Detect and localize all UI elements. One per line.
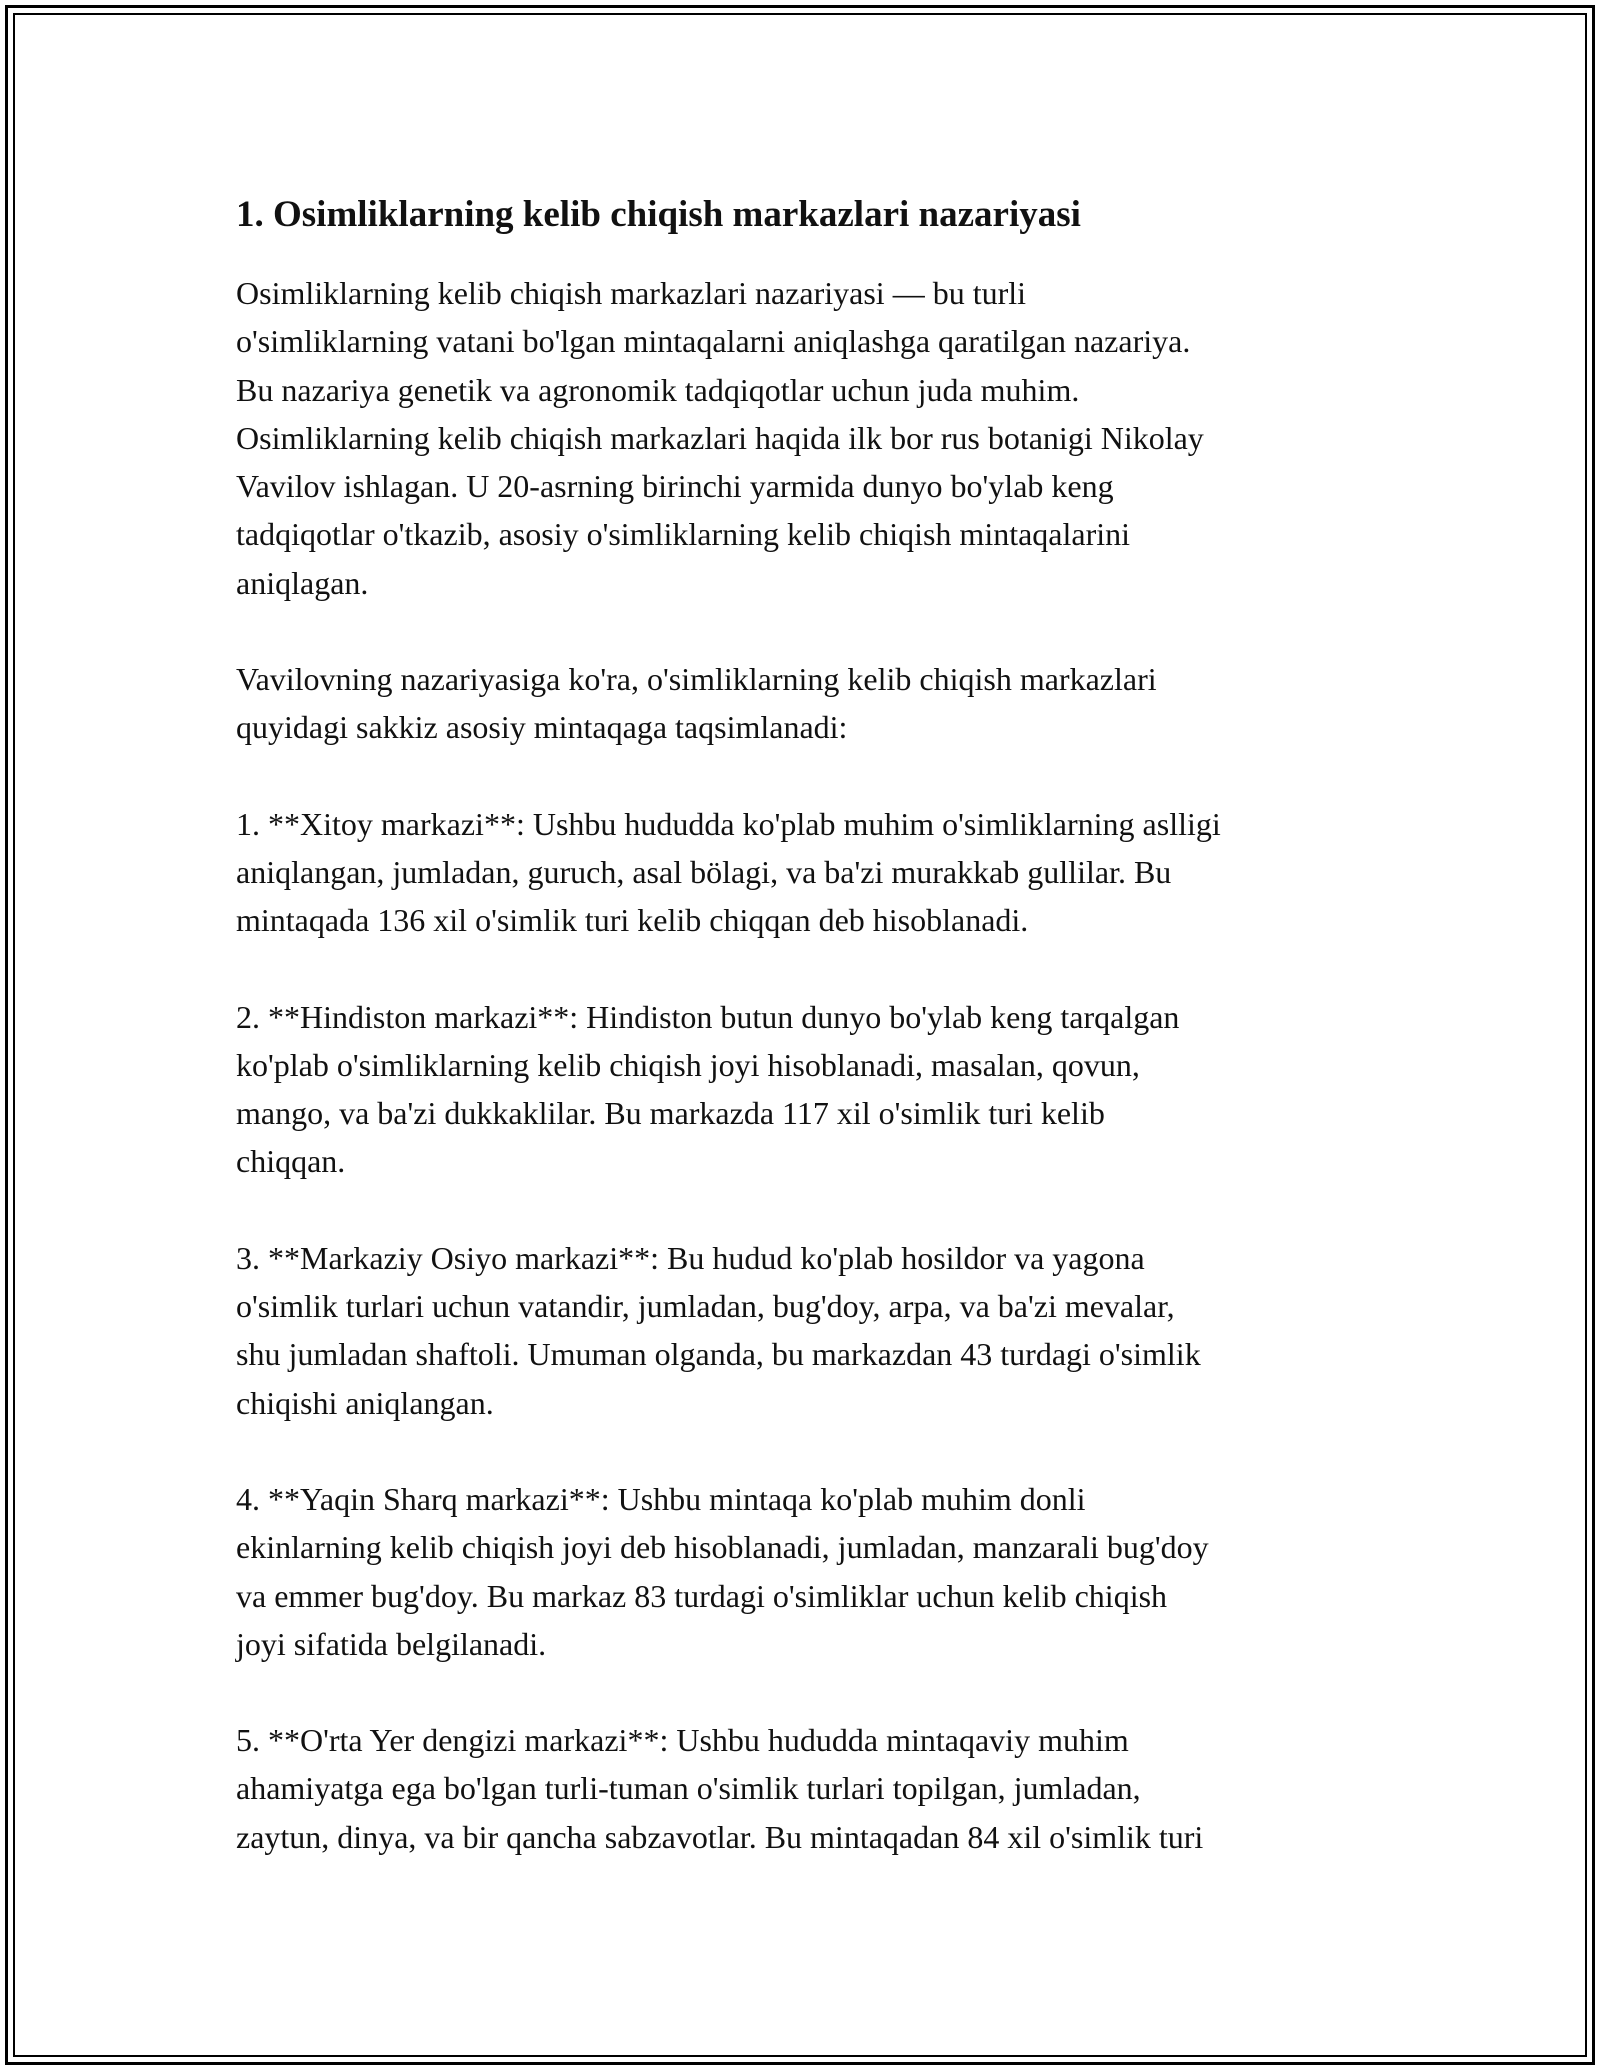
document-title: 1. Osimliklarning kelib chiqish markazlari nazariyasi — [236, 194, 1081, 235]
paragraph-near-east-center: 4. **Yaqin Sharq markazi**: Ushbu mintaqa ko'plab muhim donli ekinlarning kelib chiqish joyi deb hisoblanadi, jumladan, manzarali bug'doy va emmer bug'doy. Bu markaz 83 turdagi o'simliklar uchun kelib chiqish joyi sifatida belgilanadi. — [236, 1480, 1209, 1662]
paragraph-mediterranean-center: 5. **O'rta Yer dengizi markazi**: Ushbu hududda mintaqaviy muhim ahamiyatga ega bo'lgan turli-tuman o'simlik turlari topilgan, jumladan, zaytun, dinya, va bir qancha sabzavotlar. Bu mintaqadan 84 xil o'simlik turi — [236, 1722, 1204, 1855]
paragraph-central-asia-center: 3. **Markaziy Osiyo markazi**: Bu hudud ko'plab hosildor va yagona o'simlik turlari uchun vatandir, jumladan, bug'doy, arpa, va ba'zi mevalar, shu jumladan shaftoli. Umuman olganda, bu markazdan 43 turdagi o'simlik chiqishi aniqlangan. — [236, 1239, 1201, 1421]
paragraph-china-center: 1. **Xitoy markazi**: Ushbu hududda ko'plab muhim o'simliklarning aslligi aniqlangan, jumladan, guruch, asal bölagi, va ba'zi murakkab gullilar. Bu mintaqada 136 xil o'simlik turi kelib chiqqan deb hisoblanadi. — [236, 805, 1221, 939]
paragraph-india-center: 2. **Hindiston markazi**: Hindiston butun dunyo bo'ylab keng tarqalgan ko'plab o'simliklarning kelib chiqish joyi hisoblanadi, masalan, qovun, mango, va ba'zi dukkaklilar. Bu markazda 117 xil o'simlik turi kelib chiqqan. — [236, 998, 1180, 1180]
paragraph-classification: Vavilovning nazariyasiga ko'ra, o'simliklarning kelib chiqish markazlari quyidagi sakkiz asosiy mintaqaga taqsimlanadi: — [236, 661, 1157, 746]
paragraph-intro: Osimliklarning kelib chiqish markazlari nazariyasi — bu turli o'simliklarning vatani bo'lgan mintaqalarni aniqlashga qaratilgan nazariya. Bu nazariya genetik va agronomik tadqiqotlar uchun juda muhim. Osimliklarning kelib chiqish markazlari haqida ilk bor rus botanigi Nikolay Vavilov ishlagan. U 20-asrning birinchi yarmida dunyo bo'ylab keng tadqiqotlar o'tkazib, asosiy o'simliklarning kelib chiqish mintaqalarini aniqlagan. — [236, 275, 1204, 601]
document-page — [236, 188, 1376, 1861]
